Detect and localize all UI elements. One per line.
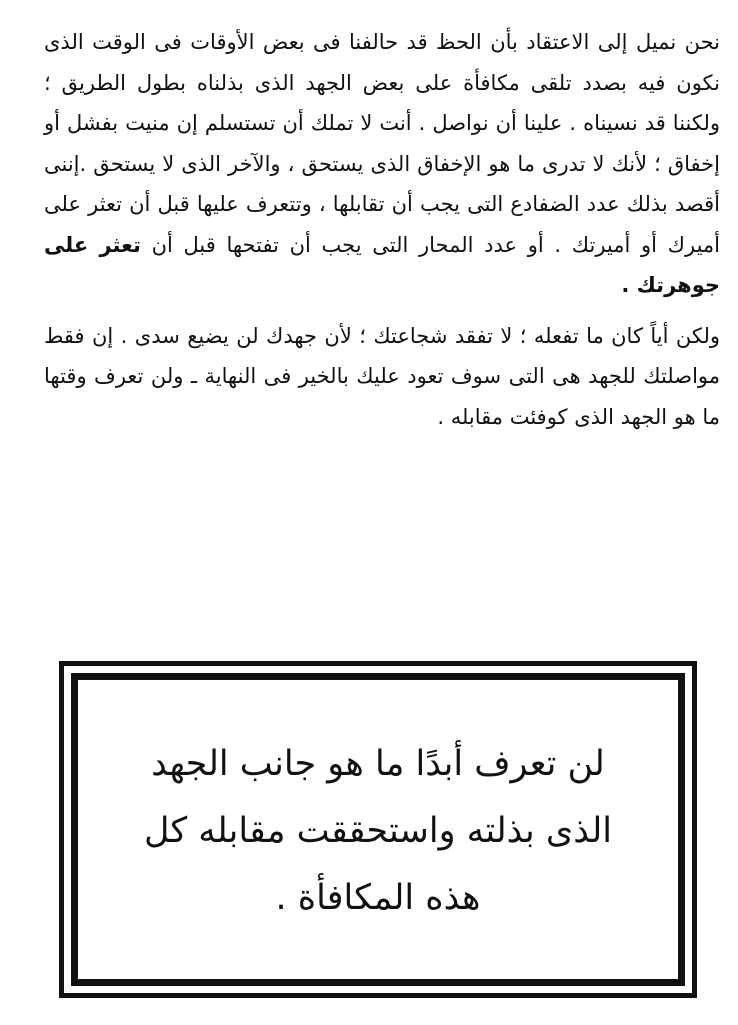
paragraph-2-text: ولكن أياً كان ما تفعله ؛ لا تفقد شجاعتك ؛ لأن جهدك لن يضيع سدى . إن فقط مواصلتك للجهد هى التى سوف تعود عليك بالخير فى النهاية ـ ولن تعرف وقتها ما هو الجهد الذى كوفئت مقابله . bbox=[44, 323, 720, 429]
pull-quote: لن تعرف أبدًا ما هو جانب الجهد الذى بذلته واستحققت مقابله كل هذه المكافأة . bbox=[143, 744, 613, 918]
paragraph-1 bbox=[44, 22, 720, 306]
body-text bbox=[44, 22, 720, 437]
paragraph-1-emphasis: تعثر على جوهرتك . bbox=[44, 232, 720, 297]
quote-box-inner bbox=[71, 673, 685, 986]
paragraph-2 bbox=[44, 316, 720, 438]
paragraph-1-text: نحن نميل إلى الاعتقاد بأن الحظ قد حالفنا فى بعض الأوقات فى الوقت الذى نكون فيه بصدد تلقى مكافأة على بعض الجهد الذى بذلناه بطول الطريق ؛ ولكننا قد نسيناه . علينا أن نواصل . أنت لا تملك أن تستسلم إن منيت بفشل أو إخفاق ؛ لأنك لا تدرى ما هو الإخفاق الذى يستحق ، والآخر الذى لا يستحق .إننى أقصد بذلك عدد الضفادع التى يجب أن تقابلها ، وتتعرف عليها قبل أن تعثر على أميرك أو أميرتك . أو عدد المحار التى يجب أن تفتحها قبل أن bbox=[44, 30, 720, 257]
quote-box bbox=[59, 661, 697, 998]
